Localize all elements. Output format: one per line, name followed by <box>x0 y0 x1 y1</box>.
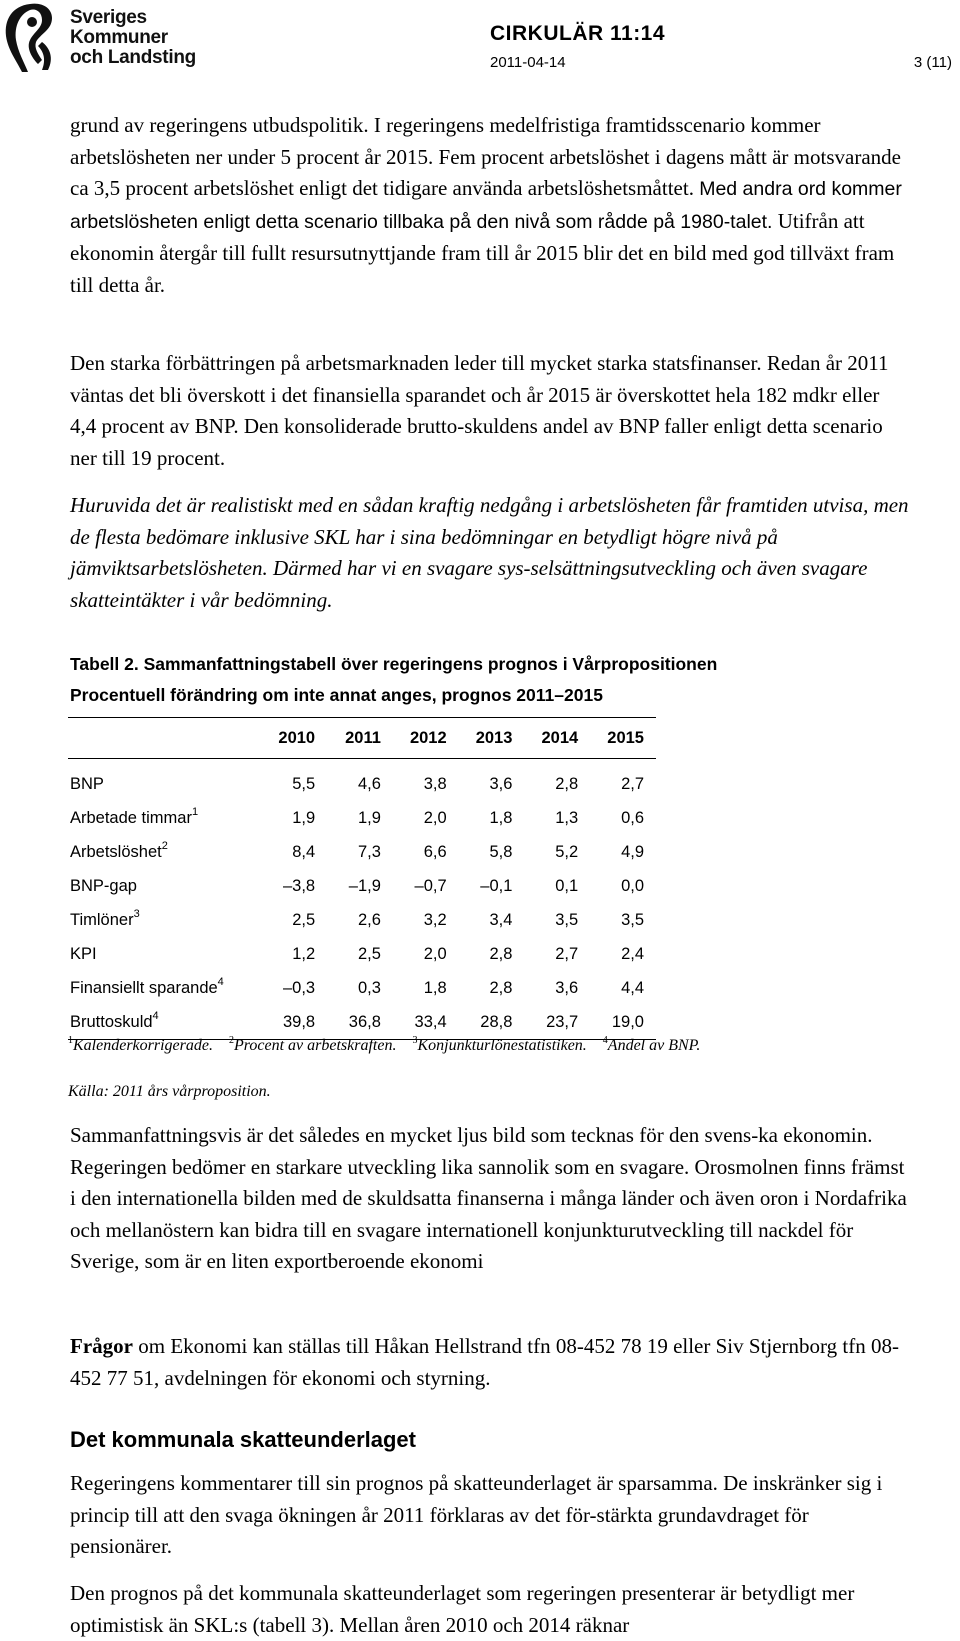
row-label <box>68 903 249 937</box>
footnote-number: 3 <box>412 1035 418 1046</box>
row-label-text: Timlöner <box>70 910 134 929</box>
paragraph-sammanfattning <box>70 1120 910 1278</box>
table-row <box>68 971 656 1005</box>
table-cell: 0,3 <box>357 978 381 997</box>
table-cell: –1,9 <box>348 876 381 895</box>
header-cell-year: 2010 <box>278 728 316 747</box>
table-cell: 2,8 <box>489 944 513 963</box>
row-label-text: BNP <box>70 774 104 793</box>
header-cell-year: 2014 <box>541 728 579 747</box>
page-number: 3 (11) <box>913 54 952 71</box>
table-source: Källa: 2011 års vårproposition. <box>68 1083 271 1100</box>
table-cell: 3,4 <box>489 910 513 929</box>
table-cell: 6,6 <box>423 842 447 861</box>
table-cell: 23,7 <box>546 1012 579 1031</box>
table-cell: 8,4 <box>292 842 316 861</box>
header-cell-year: 2011 <box>345 728 381 747</box>
table-cell: 1,9 <box>292 808 316 827</box>
table-cell: 5,8 <box>489 842 513 861</box>
table-row <box>68 835 656 869</box>
footnote-marker: 4 <box>217 975 224 988</box>
footnote-text: Konjunkturlönestatistiken. <box>417 1037 587 1054</box>
paragraph-utbudspolitik <box>70 110 910 301</box>
paragraph-text: Huruvida det är realistiskt med en sådan kraftig nedgång i arbetslösheten får framtiden utvisa, men de flesta bedömare inklusive SKL har i sina bedömningar en betydligt högre nivå på jämviktsarbetslösheten. Därmed har vi en svagare sys-selsättningsutveckling och även svagare skatteintäkter i vår bedömning. <box>70 493 909 612</box>
table-cell: 5,2 <box>555 842 579 861</box>
footnote <box>68 1037 213 1054</box>
footnote-marker: 3 <box>133 907 140 920</box>
paragraph-text: Sammanfattningsvis är det således en mycket ljus bild som tecknas för den svens-ka ekonomin. Regeringen bedömer en starkare utveckling lika sannolik som en svagare. Orosmolnen finns främst i den internationella bilden med de skuldsatta finanserna i många länder och även oron i Nordafrika och mellanöstern kan bidra till en svagare internationell konjunkturutveckling till nackdel för Sverige, som är en liten exportberoende ekonomi <box>70 1123 907 1273</box>
table-cell: 2,8 <box>489 978 513 997</box>
data-table <box>68 717 656 1040</box>
table-cell: 1,3 <box>555 808 579 827</box>
footnote-marker: 1 <box>191 805 199 818</box>
table-cell: 28,8 <box>480 1012 513 1031</box>
table-cell: –0,1 <box>480 876 513 895</box>
circular-date: 2011-04-14 <box>490 54 566 71</box>
footnote <box>603 1037 701 1054</box>
paragraph-text: Regeringens kommentarer till sin prognos på skatteunderlaget är sparsamma. De inskränker sig i princip till att den svaga ökningen år 2011 förklaras av det för-stärkta grundavdraget för pensionärer. <box>70 1471 883 1558</box>
row-label <box>68 971 249 1005</box>
table-row <box>68 759 656 802</box>
paragraph-text: Den starka förbättringen på arbetsmarknaden leder till mycket starka statsfinanser. Redan år 2011 väntas det bli överskott i det finansiella sparandet och år 2015 är överskottet hela 182 mdkr eller 4,4 procent av BNP. Den konsoliderade brutto-skuldens andel av BNP faller enligt detta scenario ner till 19 procent. <box>70 351 889 470</box>
table-cell: 3,8 <box>423 774 447 793</box>
table-cell: 1,8 <box>423 978 447 997</box>
table-cell: 2,0 <box>423 808 447 827</box>
table-row <box>68 801 656 835</box>
table-cell: 2,7 <box>621 774 644 793</box>
header-cell-empty <box>68 718 249 759</box>
table-cell: 33,4 <box>414 1012 447 1031</box>
paragraph-text <box>70 110 910 301</box>
table-cell: –0,3 <box>283 978 316 997</box>
table-row <box>68 1005 656 1040</box>
table-cell: –0,7 <box>414 876 447 895</box>
paragraph-text: Den prognos på det kommunala skatteunderlaget som regeringen presenterar är betydligt mer optimistisk än SKL:s (tabell 3). Mellan åren 2010 och 2014 räknar <box>70 1581 855 1637</box>
row-label-text: Arbetslöshet <box>70 842 162 861</box>
circular-number: CIRKULÄR 11:14 <box>490 22 666 45</box>
row-label <box>68 1005 249 1040</box>
table-cell: 0,6 <box>621 808 644 827</box>
text-run: grund av regeringens utbudspolitik. I regeringens medelfristiga framtidsscenario kommer arbetslösheten ner under 5 procent år 2015. Fem procent arbetslöshet i dagens mått är motsvarande ca 3,5 procent arbetslöshet enligt det tidigare använda arbetslöshetsmåttet. <box>70 113 901 200</box>
fragor-label: Frågor <box>70 1334 133 1358</box>
table-title: Tabell 2. Sammanfattningstabell över regeringens prognos i Vårpropositionen <box>70 654 718 674</box>
table-cell: 3,5 <box>555 910 579 929</box>
table-cell: 0,1 <box>555 876 579 895</box>
table-cell: 3,2 <box>423 910 447 929</box>
table-cell: 2,5 <box>292 910 316 929</box>
row-label-text: Finansiellt sparande <box>70 978 218 997</box>
table-row <box>68 937 656 971</box>
table-cell: 2,5 <box>357 944 381 963</box>
table-subtitle: Procentuell förändring om inte annat anges, prognos 2011–2015 <box>70 685 603 705</box>
row-label <box>68 759 249 802</box>
logo-line: Sveriges <box>70 7 147 28</box>
table-cell: 0,0 <box>621 876 644 895</box>
row-label-text: KPI <box>70 944 97 963</box>
paragraph-skl-bedomning <box>70 490 910 616</box>
table-header-row <box>68 718 656 759</box>
footnote-text: Procent av arbetskraften. <box>233 1037 397 1054</box>
table-cell: –3,8 <box>283 876 316 895</box>
summary-table <box>68 717 656 1040</box>
table-cell: 4,4 <box>621 978 644 997</box>
logo-wordmark <box>70 8 196 68</box>
footnote-marker: 2 <box>161 839 168 852</box>
table-footnotes <box>68 1037 716 1055</box>
skl-logo <box>2 2 196 74</box>
table-cell: 1,2 <box>292 944 316 963</box>
paragraph-fragor <box>70 1331 910 1394</box>
contact-text: om Ekonomi kan ställas till Håkan Hellstrand tfn 08-452 78 19 eller Siv Stjernborg tfn 08-452 77 51, avdelningen för ekonomi och styrning. <box>70 1334 899 1390</box>
table-cell: 4,6 <box>357 774 381 793</box>
table-body <box>68 759 656 1040</box>
paragraph-statsfinanser <box>70 348 910 474</box>
table-cell: 1,9 <box>357 808 381 827</box>
table-cell: 36,8 <box>348 1012 381 1031</box>
table-cell: 2,6 <box>357 910 381 929</box>
table-cell: 3,6 <box>555 978 579 997</box>
header-cell-year: 2013 <box>475 728 513 747</box>
table-cell: 2,4 <box>621 944 644 963</box>
table-cell: 7,3 <box>357 842 381 861</box>
footnote-marker: 4 <box>152 1009 159 1022</box>
row-label <box>68 869 249 903</box>
header-cell-year: 2012 <box>409 728 447 747</box>
footnote-number: 2 <box>228 1035 234 1046</box>
row-label <box>68 835 249 869</box>
paragraph-text <box>70 1331 910 1394</box>
row-label <box>68 937 249 971</box>
footnote-number: 4 <box>602 1035 608 1046</box>
table-cell: 2,8 <box>555 774 579 793</box>
table-cell: 19,0 <box>611 1012 644 1031</box>
paragraph-skatteunderlag-prognos <box>70 1578 910 1641</box>
row-label-text: BNP-gap <box>70 876 137 895</box>
footnote-text: Kalenderkorrigerade. <box>73 1037 213 1054</box>
table-cell: 3,5 <box>621 910 644 929</box>
row-label-text: Bruttoskuld <box>70 1012 153 1031</box>
logo-line: och Landsting <box>70 47 196 68</box>
footnote <box>412 1037 586 1054</box>
table-cell: 1,8 <box>489 808 513 827</box>
skl-emblem-icon <box>2 2 58 74</box>
row-label-text: Arbetade timmar <box>70 808 192 827</box>
paragraph-skatteunderlag-kommentar <box>70 1468 910 1563</box>
footnote-number: 1 <box>68 1035 73 1046</box>
table-cell: 2,7 <box>555 944 579 963</box>
table-row <box>68 869 656 903</box>
table-row <box>68 903 656 937</box>
footnote-text: Andel av BNP. <box>607 1037 701 1054</box>
table-cell: 3,6 <box>489 774 513 793</box>
header-cell-year: 2015 <box>607 728 644 747</box>
row-label <box>68 801 249 835</box>
logo-line: Kommuner <box>70 27 168 48</box>
section-heading: Det kommunala skatteunderlaget <box>70 1427 416 1452</box>
text-run: Utifrån att ekonomin återgår till fullt resursutnyttjande fram till år 2015 blir det en bild med god tillväxt fram till detta år. <box>70 208 895 297</box>
table-cell: 39,8 <box>283 1012 316 1031</box>
footnote <box>229 1037 396 1054</box>
table-cell: 5,5 <box>292 774 316 793</box>
table-cell: 4,9 <box>621 842 644 861</box>
table-cell: 2,0 <box>423 944 447 963</box>
text-run-sans: Med andra ord kommer arbetslösheten enligt detta scenario tillbaka på den nivå som rådde på 1980-talet. <box>70 178 902 233</box>
